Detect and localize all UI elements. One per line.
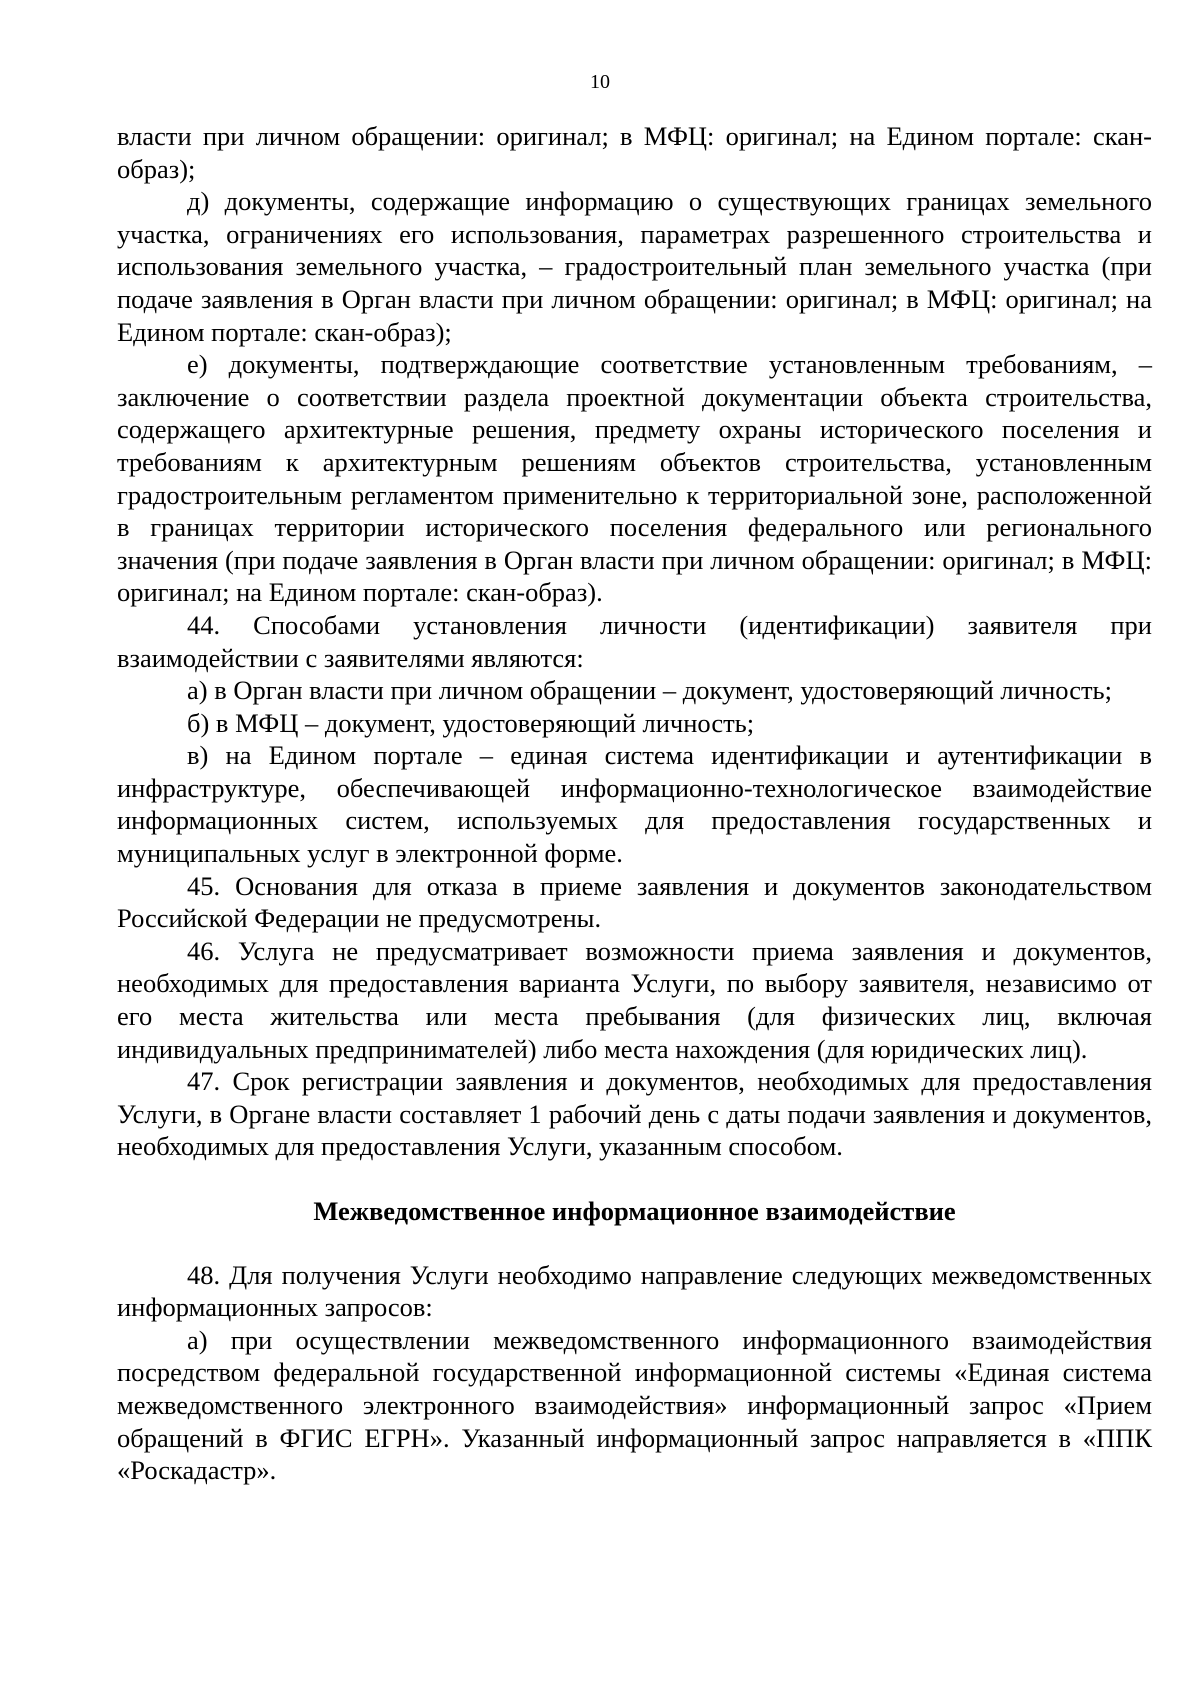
paragraph: 48. Для получения Услуги необходимо направление следующих межведомственных информационных запросов:: [117, 1259, 1152, 1323]
paragraph: а) при осуществлении межведомственного информационного взаимодействия посредством федеральной государственной информационной системы «Единая система межведомственного электронного взаимодействия» информационный запрос «Прием обращений в ФГИС ЕГРН». Указанный информационный запрос направляется в «ППК «Роскадастр».: [117, 1324, 1152, 1486]
page-number: 10: [590, 71, 610, 93]
paragraph: 44. Способами установления личности (идентификации) заявителя при взаимодействии с заявителями являются:: [117, 609, 1152, 673]
paragraph: в) на Едином портале – единая система идентификации и аутентификации в инфраструктуре, обеспечивающей информационно-технологическое взаимодействие информационных систем, используемых для предоставления государственных и муниципальных услуг в электронной форме.: [117, 740, 1152, 869]
paragraphs-after-heading: [117, 1259, 1152, 1487]
paragraph: д) документы, содержащие информацию о существующих границах земельного участка, ограничениях его использования, параметрах разрешенного строительства и использования земельного участка, – градостроительный план земельного участка (при подаче заявления в Орган власти при личном обращении: оригинал; в МФЦ: оригинал; на Едином портале: скан-образ);: [117, 186, 1152, 347]
document-body: [117, 120, 1152, 1487]
paragraph: 45. Основания для отказа в приеме заявления и документов законодательством Российской Федерации не предусмотрены.: [117, 870, 1152, 934]
paragraph: а) в Орган власти при личном обращении – документ, удостоверяющий личность;: [187, 675, 1112, 706]
paragraphs-before-heading: [117, 120, 1152, 1163]
paragraph: 47. Срок регистрации заявления и документов, необходимых для предоставления Услуги, в Органе власти составляет 1 рабочий день с даты подачи заявления и документов, необходимых для предоставления Услуги, указанным способом.: [117, 1066, 1152, 1162]
paragraph: е) документы, подтверждающие соответствие установленным требованиям, – заключение о соответствии раздела проектной документации объекта строительства, содержащего архитектурные решения, предмету охраны исторического поселения и требованиям к архитектурным решениям объектов строительства, установленным градостроительным регламентом применительно к территориальной зоне, расположенной в границах территории исторического поселения федерального или регионального значения (при подаче заявления в Орган власти при личном обращении: оригинал; в МФЦ: оригинал; на Едином портале: скан-образ).: [117, 349, 1152, 608]
paragraph: б) в МФЦ – документ, удостоверяющий личность;: [187, 707, 755, 738]
section-heading: Межведомственное информационное взаимодействие: [313, 1196, 956, 1226]
paragraph: власти при личном обращении: оригинал; в МФЦ: оригинал; на Едином портале: скан-образ);: [117, 121, 1152, 184]
paragraph: 46. Услуга не предусматривает возможности приема заявления и документов, необходимых для предоставления варианта Услуги, по выбору заявителя, независимо от его места жительства или места пребывания (для физических лиц, включая индивидуальных предпринимателей) либо места нахождения (для юридических лиц).: [117, 935, 1152, 1064]
